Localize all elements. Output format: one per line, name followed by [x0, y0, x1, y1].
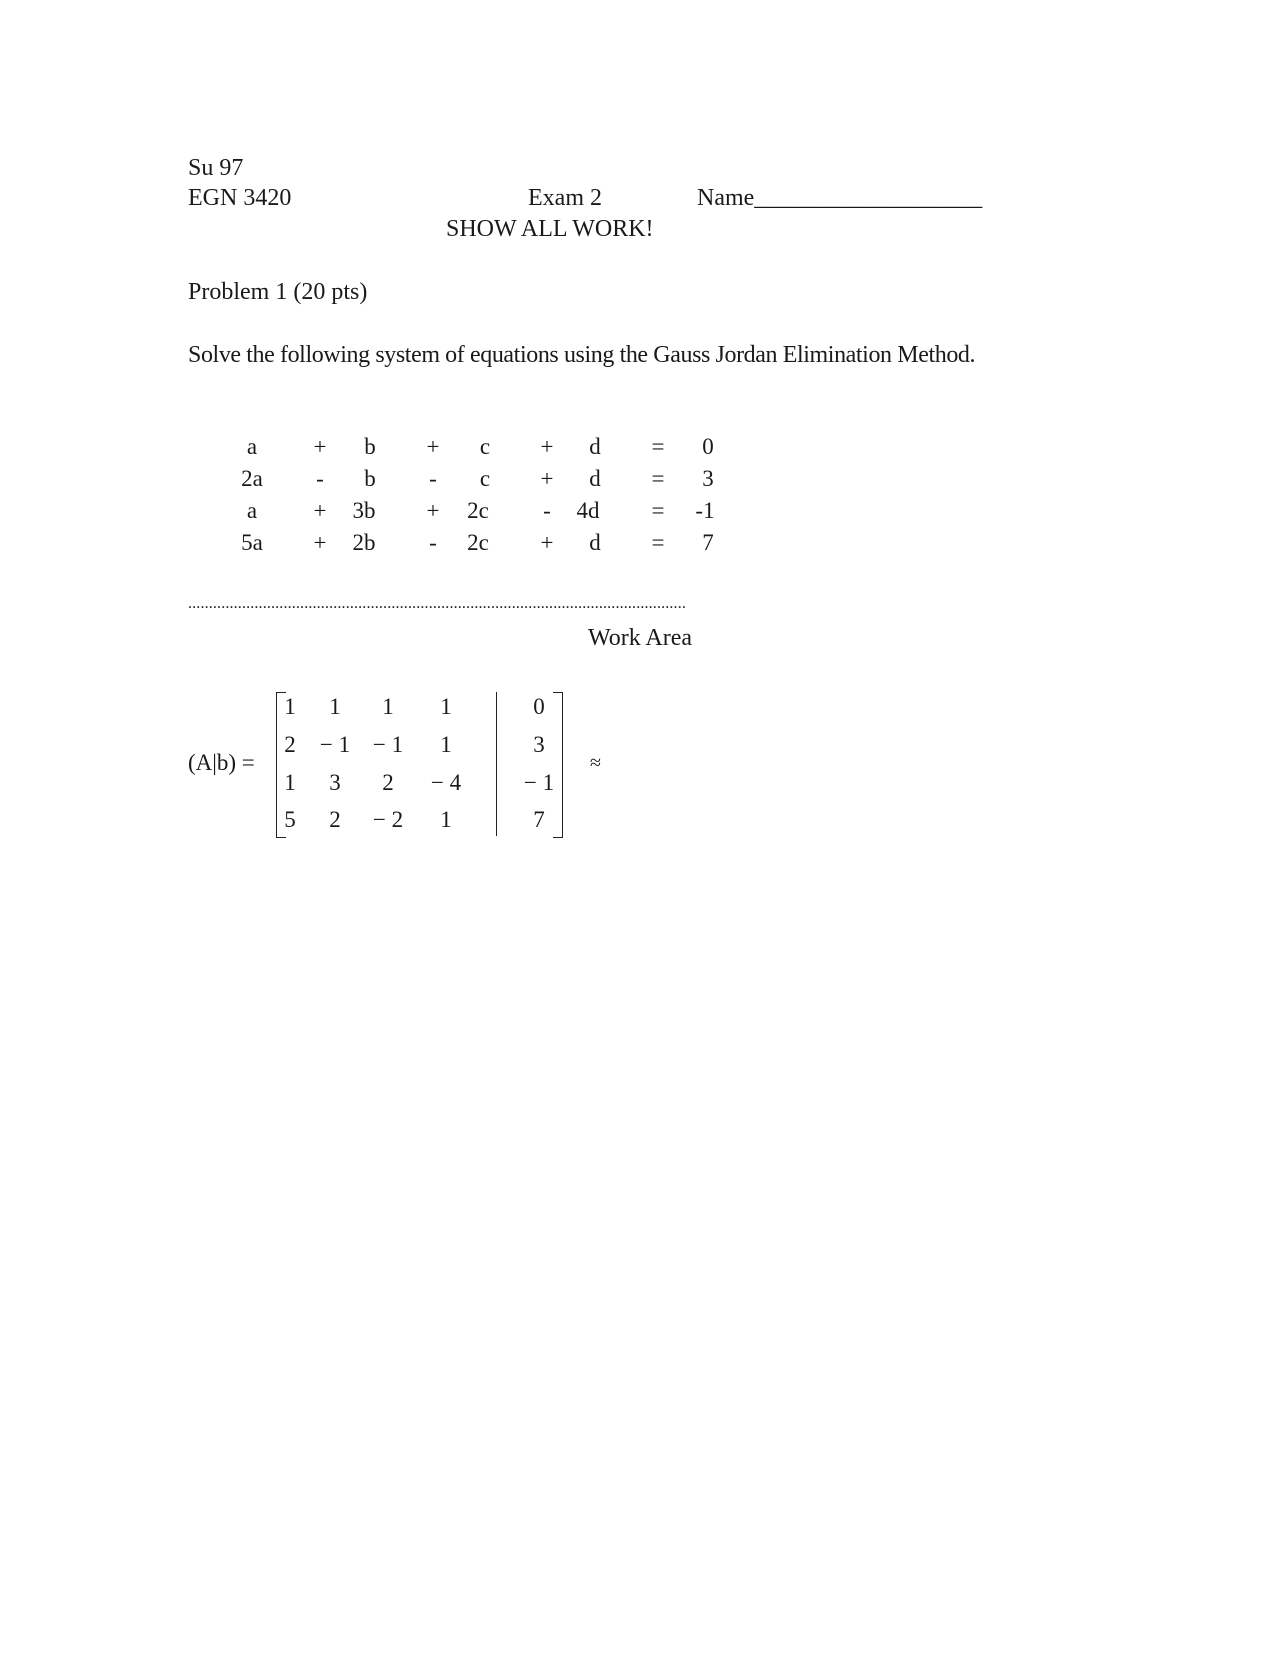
matrix-cell: 2 — [382, 770, 394, 795]
operator: - — [429, 530, 437, 555]
matrix-cell: − 2 — [372, 807, 404, 832]
operator: + — [426, 434, 440, 459]
term-b: 3b — [352, 498, 376, 523]
term-a: 2a — [241, 466, 263, 491]
operator: + — [540, 434, 554, 459]
operator: + — [540, 530, 554, 555]
equals: = — [651, 466, 665, 491]
equals: = — [651, 434, 665, 459]
term-c: c — [479, 434, 491, 459]
rhs-value: 0 — [702, 434, 714, 459]
term-c: 2c — [467, 498, 489, 523]
operator: + — [313, 530, 327, 555]
operator: + — [540, 466, 554, 491]
augment-divider — [496, 692, 497, 836]
term-a: 5a — [241, 530, 263, 555]
problem-statement: Solve the following system of equations using the Gauss Jordan Elimination Method. — [188, 342, 976, 368]
term-b: b — [364, 434, 376, 459]
approx-symbol: ≈ — [590, 752, 601, 774]
left-bracket — [276, 692, 286, 838]
term-d: d — [589, 466, 601, 491]
rhs-cell: 7 — [533, 807, 545, 832]
matrix-cell: 1 — [382, 694, 394, 719]
dotted-divider: ........................................................................................................................ — [188, 595, 686, 612]
rhs-cell: 0 — [533, 694, 545, 719]
right-bracket — [553, 692, 563, 838]
term-d: 4d — [576, 498, 600, 523]
matrix-cell: 1 — [440, 807, 452, 832]
operator: + — [426, 498, 440, 523]
term-a: a — [246, 498, 258, 523]
exam-title: Exam 2 — [528, 185, 602, 211]
work-area-title: Work Area — [588, 625, 693, 651]
matrix-cell: 1 — [440, 694, 452, 719]
operator: - — [543, 498, 551, 523]
operator: + — [313, 434, 327, 459]
term-a: a — [246, 434, 258, 459]
problem-title: Problem 1 (20 pts) — [188, 279, 368, 305]
matrix-cell: − 1 — [372, 732, 404, 757]
matrix-cell: 2 — [284, 732, 296, 757]
rhs-value: 7 — [702, 530, 714, 555]
equals: = — [651, 498, 665, 523]
term-b: b — [364, 466, 376, 491]
equation-system — [0, 434, 1280, 564]
matrix-cell: − 1 — [319, 732, 351, 757]
term-label: Su 97 — [188, 155, 244, 181]
rhs-value: 3 — [702, 466, 714, 491]
matrix-cell: 3 — [329, 770, 341, 795]
matrix-cell: − 4 — [430, 770, 462, 795]
operator: - — [429, 466, 437, 491]
matrix-cell: 5 — [284, 807, 296, 832]
rhs-cell: 3 — [533, 732, 545, 757]
rhs-cell: − 1 — [523, 770, 555, 795]
augmented-matrix-label: (A|b) = — [188, 750, 255, 775]
equals: = — [651, 530, 665, 555]
matrix-cell: 1 — [284, 770, 296, 795]
course-label: EGN 3420 — [188, 185, 292, 211]
term-d: d — [589, 530, 601, 555]
matrix-cell: 1 — [329, 694, 341, 719]
term-c: c — [479, 466, 491, 491]
rhs-value: -1 — [695, 498, 715, 523]
term-b: 2b — [352, 530, 376, 555]
matrix-cell: 1 — [440, 732, 452, 757]
term-d: d — [589, 434, 601, 459]
term-c: 2c — [467, 530, 489, 555]
matrix-cell: 2 — [329, 807, 341, 832]
operator: + — [313, 498, 327, 523]
name-field[interactable]: Name___________________ — [697, 185, 983, 211]
operator: - — [316, 466, 324, 491]
matrix-cell: 1 — [284, 694, 296, 719]
show-work-instruction: SHOW ALL WORK! — [446, 216, 654, 242]
